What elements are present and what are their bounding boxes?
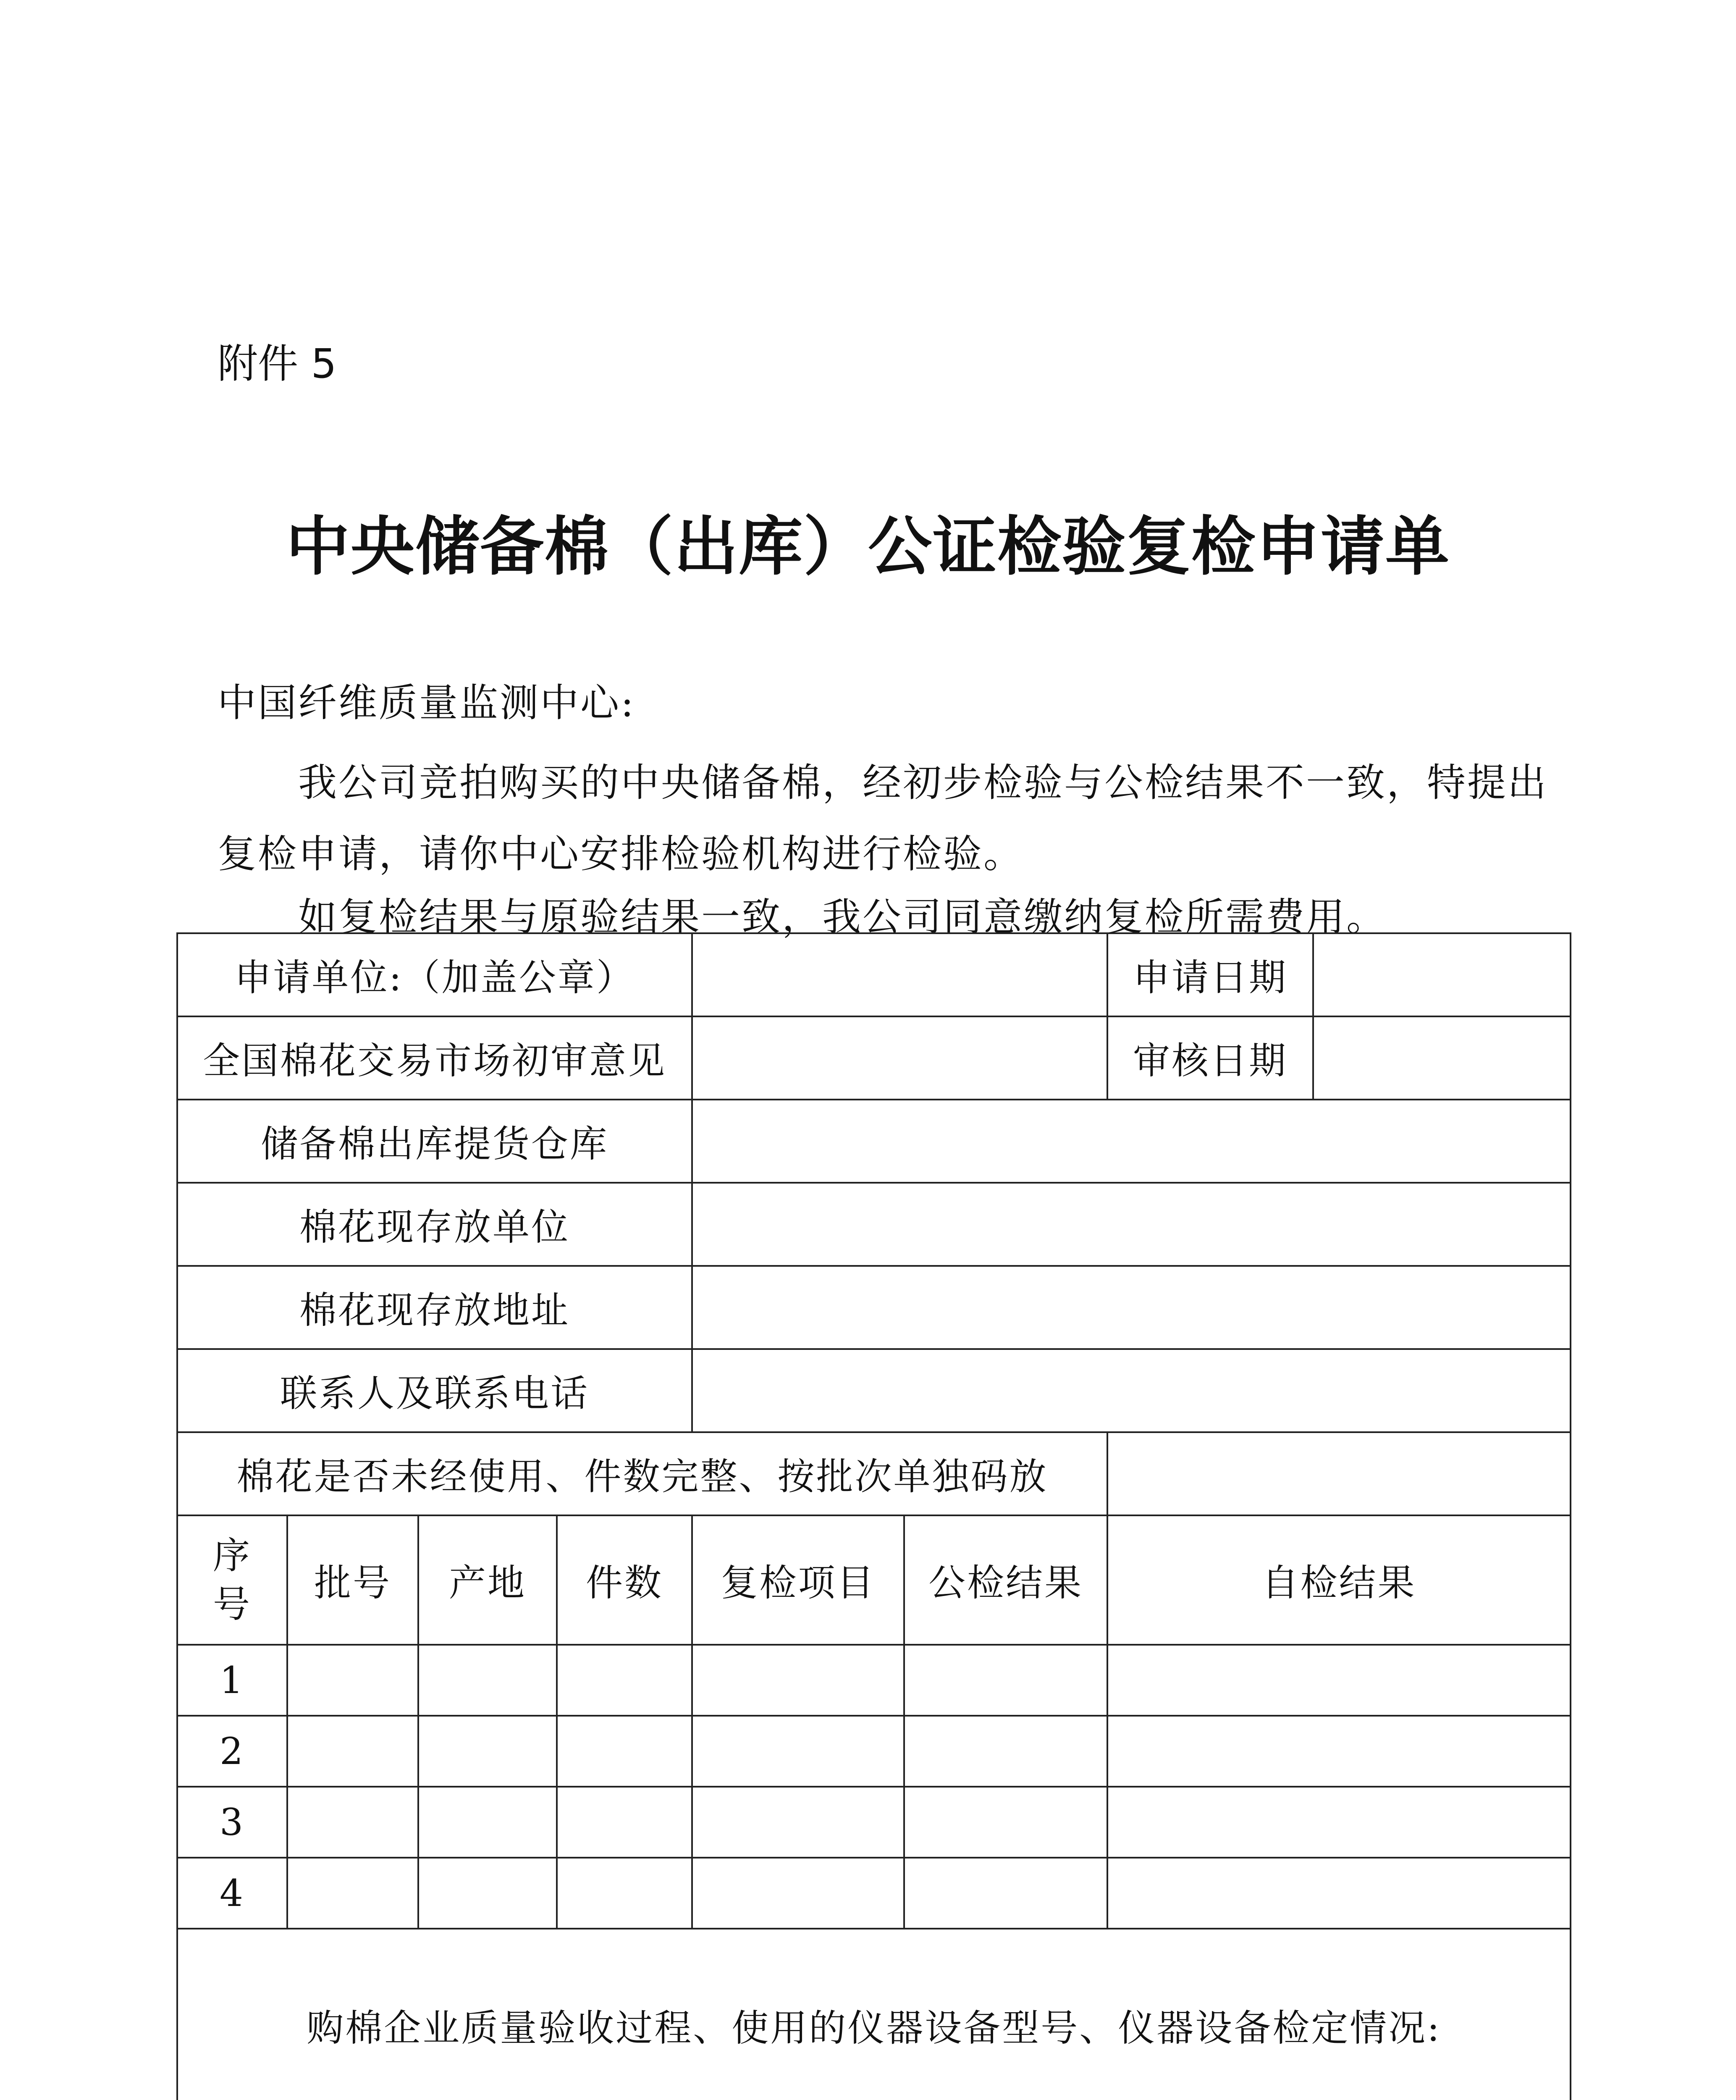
equipment-cell[interactable] (177, 1929, 1571, 2100)
col-seq-header (177, 1515, 287, 1645)
warehouse-field[interactable] (692, 1100, 1571, 1183)
row-number: 1 (177, 1645, 287, 1716)
public-result-cell[interactable] (904, 1645, 1107, 1716)
review-date-field[interactable] (1313, 1016, 1571, 1100)
recheck-items-cell[interactable] (692, 1716, 904, 1787)
batch-cell[interactable] (287, 1645, 418, 1716)
applicant-field[interactable] (692, 933, 1107, 1016)
table-row (177, 1645, 1571, 1716)
col-pieces-header: 件数 (557, 1515, 692, 1645)
application-form-table (176, 932, 1571, 2100)
contact-row (177, 1349, 1571, 1432)
public-result-cell[interactable] (904, 1858, 1107, 1929)
storage-address-label: 棉花现存放地址 (177, 1266, 692, 1349)
self-result-cell[interactable] (1107, 1858, 1571, 1929)
storage-address-field[interactable] (692, 1266, 1571, 1349)
col-self-result-header: 自检结果 (1107, 1515, 1571, 1645)
body-paragraph-line-2: 复检申请，请你中心安排检验机构进行检验。 (218, 832, 1024, 877)
table-row (177, 1858, 1571, 1929)
self-result-cell[interactable] (1107, 1716, 1571, 1787)
table-row (177, 1787, 1571, 1858)
col-recheck-items-header: 复检项目 (692, 1515, 904, 1645)
recheck-items-cell[interactable] (692, 1787, 904, 1858)
column-header-row (177, 1515, 1571, 1645)
recheck-items-cell[interactable] (692, 1645, 904, 1716)
applicant-row (177, 933, 1571, 1016)
batch-cell[interactable] (287, 1858, 418, 1929)
pieces-cell[interactable] (557, 1645, 692, 1716)
condition-row (177, 1432, 1571, 1515)
row-number: 4 (177, 1858, 287, 1929)
apply-date-field[interactable] (1313, 933, 1571, 1016)
col-seq-bottom: 号 (212, 1583, 252, 1626)
storage-unit-row (177, 1183, 1571, 1266)
origin-cell[interactable] (418, 1858, 557, 1929)
col-origin-header: 产地 (418, 1515, 557, 1645)
batch-cell[interactable] (287, 1787, 418, 1858)
pieces-cell[interactable] (557, 1858, 692, 1929)
self-result-cell[interactable] (1107, 1787, 1571, 1858)
body-paragraph-line-3: 如复检结果与原验结果一致，我公司同意缴纳复检所需费用。 (298, 895, 1387, 940)
origin-cell[interactable] (418, 1645, 557, 1716)
review-date-label: 审核日期 (1107, 1016, 1313, 1100)
storage-address-row (177, 1266, 1571, 1349)
contact-label: 联系人及联系电话 (177, 1349, 692, 1432)
warehouse-row (177, 1100, 1571, 1183)
row-number: 2 (177, 1716, 287, 1787)
initial-review-field[interactable] (692, 1016, 1107, 1100)
initial-review-label: 全国棉花交易市场初审意见 (177, 1016, 692, 1100)
attachment-label: 附件 5 (218, 340, 337, 387)
warehouse-label: 储备棉出库提货仓库 (177, 1100, 692, 1183)
row-number: 3 (177, 1787, 287, 1858)
origin-cell[interactable] (418, 1716, 557, 1787)
batch-cell[interactable] (287, 1716, 418, 1787)
document-title: 中央储备棉（出库）公证检验复检申请单 (286, 509, 1450, 584)
origin-cell[interactable] (418, 1787, 557, 1858)
pieces-cell[interactable] (557, 1787, 692, 1858)
table-row (177, 1716, 1571, 1787)
self-result-cell[interactable] (1107, 1645, 1571, 1716)
recheck-items-cell[interactable] (692, 1858, 904, 1929)
condition-field[interactable] (1107, 1432, 1571, 1515)
storage-unit-field[interactable] (692, 1183, 1571, 1266)
col-seq-top: 序 (212, 1534, 252, 1577)
equipment-row (177, 1929, 1571, 2100)
col-batch-header: 批号 (287, 1515, 418, 1645)
applicant-label: 申请单位:（加盖公章） (177, 933, 692, 1016)
col-public-result-header: 公检结果 (904, 1515, 1107, 1645)
storage-unit-label: 棉花现存放单位 (177, 1183, 692, 1266)
apply-date-label: 申请日期 (1107, 933, 1313, 1016)
initial-review-row (177, 1016, 1571, 1100)
pieces-cell[interactable] (557, 1716, 692, 1787)
public-result-cell[interactable] (904, 1787, 1107, 1858)
body-paragraph-line-1: 我公司竞拍购买的中央储备棉，经初步检验与公检结果不一致，特提出 (298, 760, 1548, 805)
equipment-label: 购棉企业质量验收过程、使用的仪器设备型号、仪器设备检定情况: (307, 2006, 1441, 2050)
addressee: 中国纤维质量监测中心: (218, 680, 635, 725)
condition-label: 棉花是否未经使用、件数完整、按批次单独码放 (177, 1432, 1107, 1515)
public-result-cell[interactable] (904, 1716, 1107, 1787)
contact-field[interactable] (692, 1349, 1571, 1432)
